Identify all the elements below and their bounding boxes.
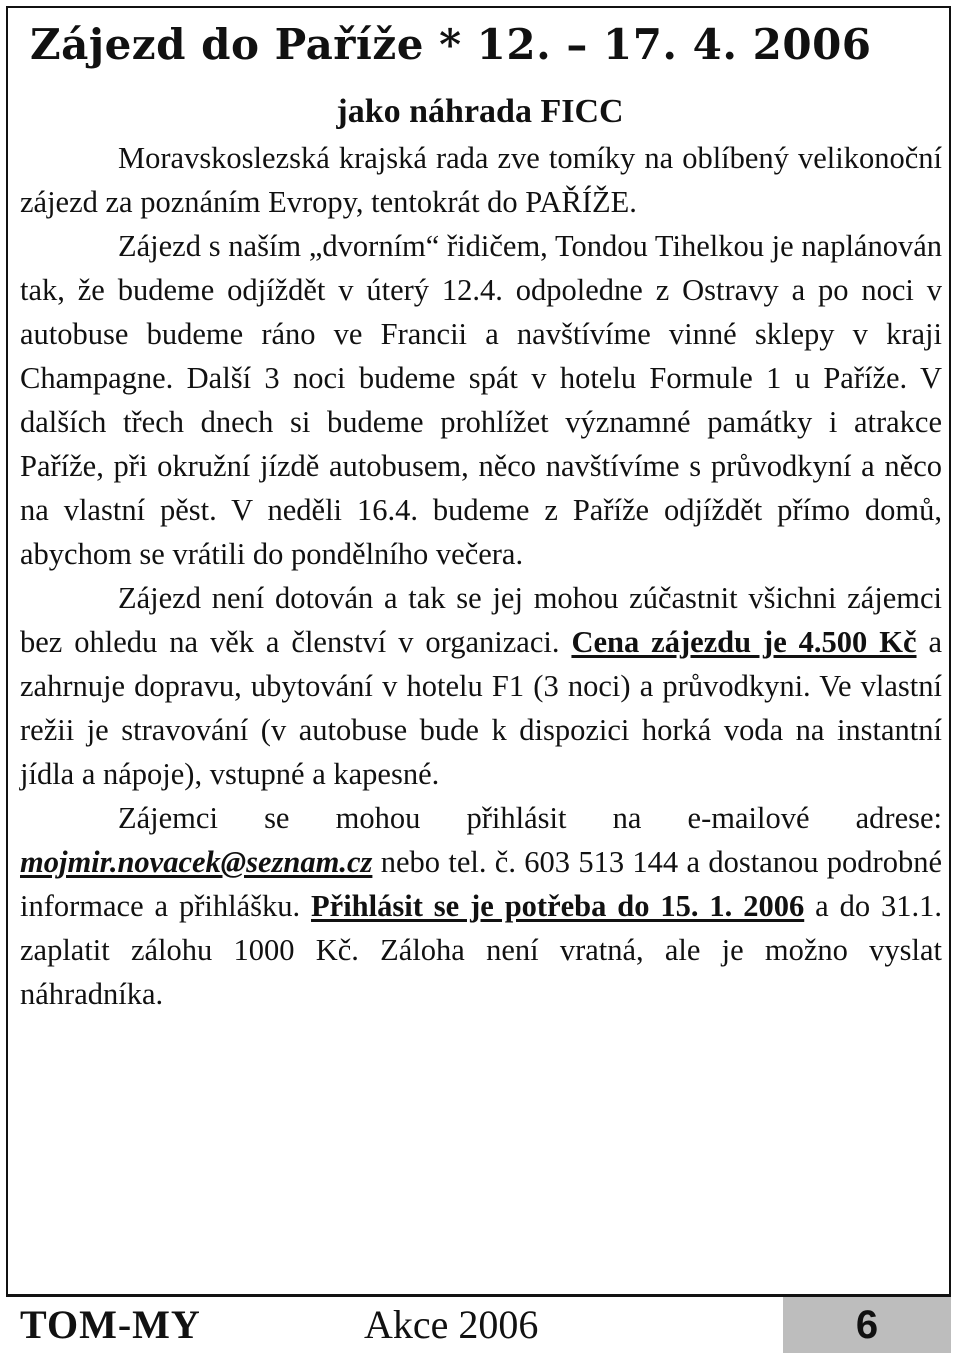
pricing-details: a zahrnuje dopravu, ubytování v hotelu F1 (3 noci) a průvodkyni. Ve vlastní režii je stravování (v autobuse bude k dispozici horká voda na instantní jídla a nápoje), vstupné a kapesné. [20,625,942,791]
price-highlight: Cena zájezdu je 4.500 Kč [571,625,917,659]
page-title: Zájezd do Paříže * 12. – 17. 4. 2006 [30,20,872,69]
email-link[interactable]: mojmir.novacek@seznam.cz [20,845,373,879]
pricing-paragraph [20,576,942,796]
page-footer [6,1295,951,1351]
registration-paragraph [20,796,942,1016]
registration-lead: Zájemci se mohou přihlásit na e-mailové adrese: [118,801,942,835]
itinerary-paragraph: Zájezd s naším „dvorním“ řidičem, Tondou Tihelkou je naplánován tak, že budeme odjíždět v úterý 12.4. odpoledne z Ostravy a po noci v autobuse budeme ráno ve Francii a navštívíme vinné sklepy v kraji Champagne. Další 3 noci budeme spát v hotelu Formule 1 u Paříže. V dalších třech dnech si budeme prohlížet významné památky i atrakce Paříže, při okružní jízdě autobusem, něco navštívíme s průvodkyní a něco na vlastní pěst. V neděli 16.4. budeme z Paříže odjíždět přímo domů, abychom se vrátili do pondělního večera. [20,229,942,571]
page-subtitle: jako náhrada FICC [336,93,624,130]
deposit-text: a do 31.1. zaplatit zálohu 1000 Kč. Záloha není vratná, ale je možno vyslat náhradníka. [20,889,942,1011]
eligibility-text: Zájezd není dotován a tak se jej mohou zúčastnit všichni zájemci bez ohledu na věk a členství v organizaci. [20,581,942,659]
phone-text: nebo tel. č. 603 513 144 a dostanou podrobné informace a přihlášku. [20,845,942,923]
intro-paragraph: Moravskoslezská krajská rada zve tomíky na oblíbený velikonoční zájezd za poznáním Evropy, tentokrát do PAŘÍŽE. [20,141,942,219]
footer-brand: TOM-MY [20,1302,201,1347]
deadline-highlight: Přihlásit se je potřeba do 15. 1. 2006 [311,889,805,923]
footer-section: Akce 2006 [364,1302,539,1347]
article-body [20,136,942,1016]
page-number: 6 [783,1297,951,1353]
